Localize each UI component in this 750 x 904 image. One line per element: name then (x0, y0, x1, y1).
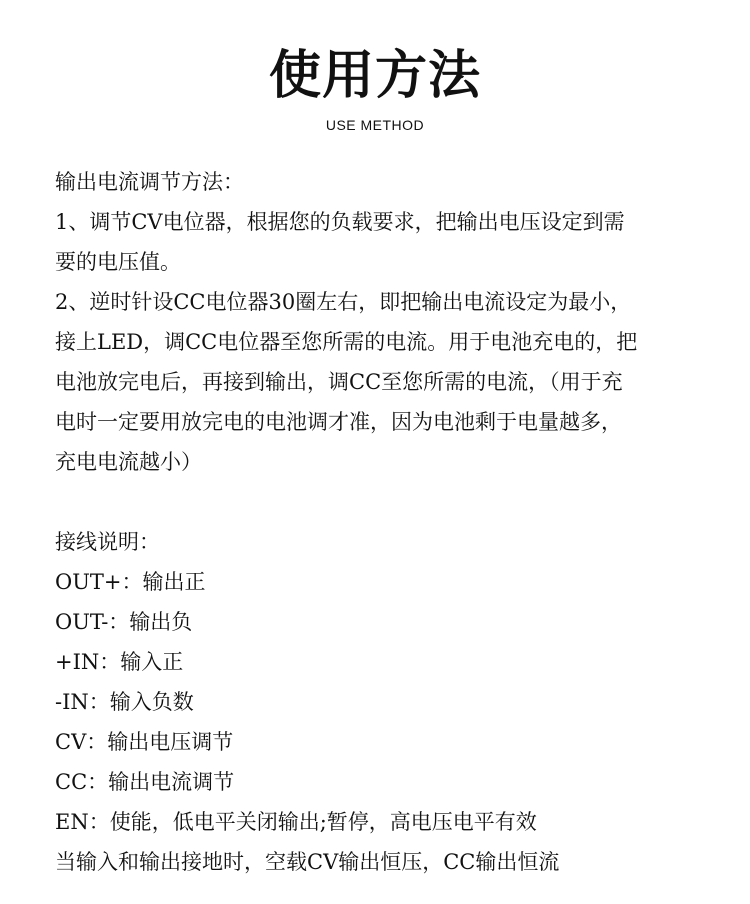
page-subtitle: USE METHOD (325, 117, 425, 133)
wiring-line: +IN：输入正 (55, 650, 184, 674)
wiring-section (55, 522, 735, 882)
instruction-line: 电池放完电后，再接到输出，调CC至您所需的电流，（用于充 (55, 370, 623, 394)
instruction-line: 接上LED，调CC电位器至您所需的电流。用于电池充电的，把 (55, 330, 638, 354)
wiring-line: CC：输出电流调节 (55, 770, 235, 794)
current-adjust-section (55, 162, 735, 482)
wiring-line: CV：输出电压调节 (55, 730, 234, 754)
wiring-line: EN：使能，低电平关闭输出;暂停，高电压电平有效 (55, 810, 537, 834)
instruction-line: 充电电流越小） (55, 450, 202, 474)
instruction-line: 电时一定要用放完电的电池调才准，因为电池剩于电量越多， (55, 410, 622, 434)
instruction-line: 要的电压值。 (55, 250, 181, 274)
wiring-line: -IN：输入负数 (55, 690, 194, 714)
instruction-line: 2、逆时针设CC电位器30圈左右，即把输出电流设定为最小， (55, 290, 632, 314)
wiring-line: 当输入和输出接地时，空载CV输出恒压，CC输出恒流 (55, 850, 560, 874)
wiring-line: OUT-：输出负 (55, 610, 193, 634)
instruction-line: 1、调节CV电位器，根据您的负载要求，把输出电压设定到需 (55, 210, 625, 234)
wiring-heading: 接线说明： (55, 530, 160, 554)
current-adjust-heading: 输出电流调节方法： (55, 170, 244, 194)
wiring-line: OUT+：输出正 (55, 570, 206, 594)
page-title: 使用方法 (268, 46, 481, 106)
section-spacer (55, 482, 735, 522)
instructions-body (55, 162, 735, 882)
